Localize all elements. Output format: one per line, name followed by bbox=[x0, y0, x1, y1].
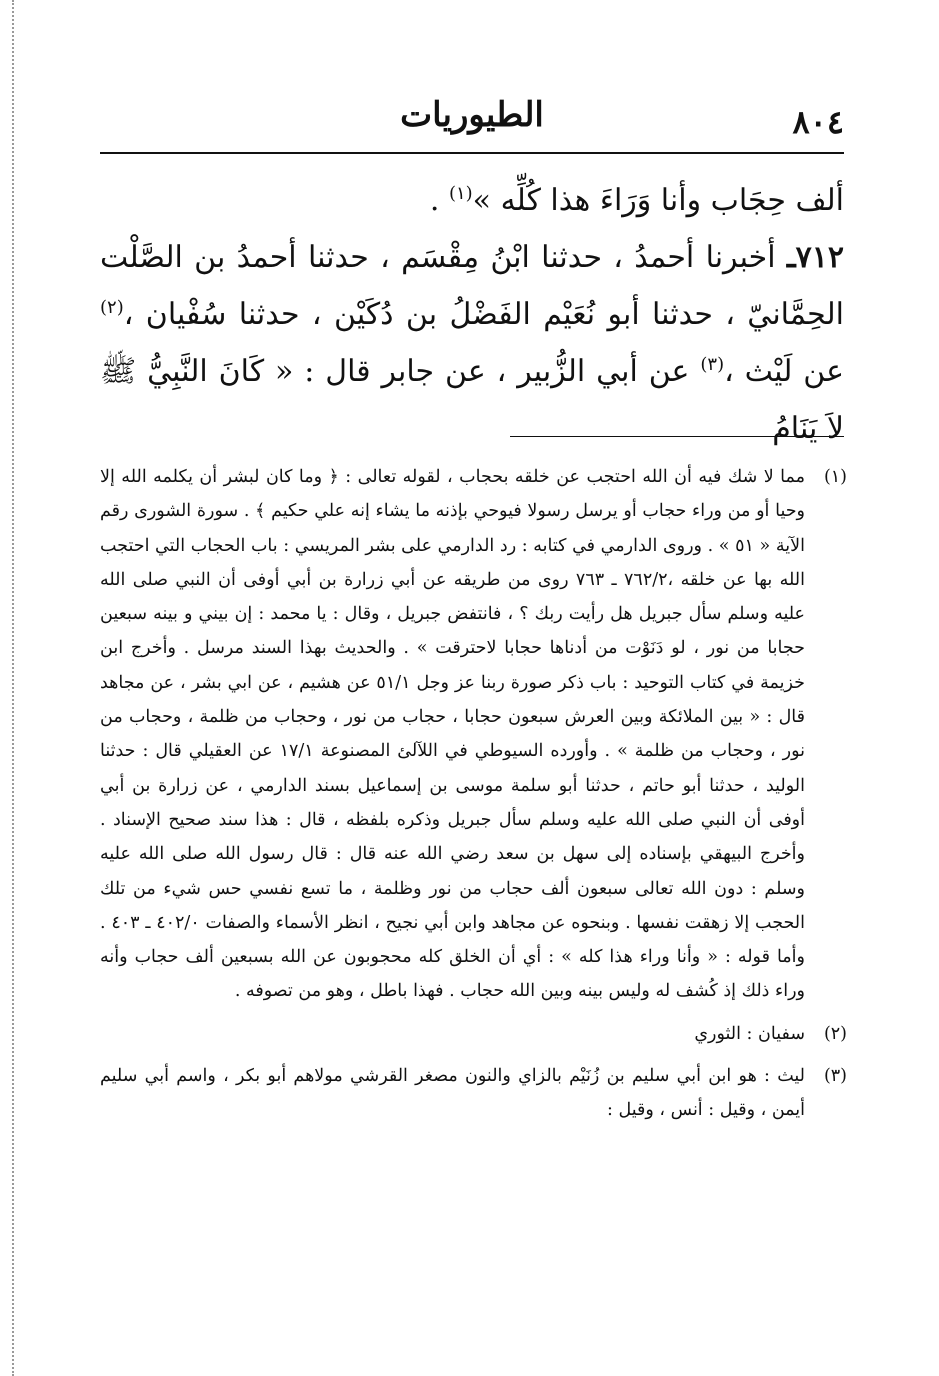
footnote-3 bbox=[100, 1059, 847, 1128]
footnote-text: مما لا شك فيه أن الله احتجب عن خلقه بحجاب ، لقوله تعالى : ﴿ وما كان لبشر أن يكلمه الله إلا وحيا أو من وراء حجاب أو يرسل رسولا فيوحي بإذنه ما يشاء إنه علي حكيم ﴾ . سورة الشورى رقم الآية « ٥١ » . وروى الدارمي في كتابه : رد الدارمي على بشر المريسي : باب الحجاب التي احتجب الله بها عن خلقه ،٧٦٢/٢ ـ ٧٦٣ روى من طريقه عن أبي زرارة بن أبي أوفى أن النبي صلى الله عليه وسلم سأل جبريل هل رأيت ربك ؟ ، فانتفض جبريل ، وقال : يا محمد : إن بيني و بينه سبعين حجابا من نور ، لو دَنَوْت من أدناها حجابا لاحترقت » . والحديث بهذا السند مرسل . وأخرج ابن خزيمة في كتاب التوحيد : باب ذكر صورة ربنا عز وجل ٥١/١ عن هشيم ، عن ابي بشر ، عن مجاهد قال : « بين الملائكة وبين العرش سبعون حجابا ، حجاب من نور ، وحجاب من ظلمة ، وحجاب من نور ، وحجاب من ظلمة » . وأورده السيوطي في اللآلئ المصنوعة ١٧/١ عن العقيلي قال : حدثنا الوليد ، حدثنا أبو حاتم ، حدثنا أبو سلمة موسى بن إسماعيل بسند الدارمي ، عن زرارة بن أبي أوفى أن النبي صلى الله عليه وسلم سأل جبريل وذكره بلفظه ، قال : هذا سند صحيح الإسناد . وأخرج البيهقي بإسناده إلى سهل بن سعد رضي الله عنه قال : قال رسول الله صلى الله عليه وسلم : دون الله تعالى سبعون ألف حجاب من نور وظلمة ، ما تسع نفسي حس شيء من تلك الحجب إلا زهقت نفسها . وبنحوه عن مجاهد وابن أبي نجيح ، انظر الأسماء والصفات ٤٠٢/٠ ـ ٤٠٣ . وأما قوله : « وأنا وراء هذا كله » : أي أن الخلق كله محجوبون عن الله بسبعين ألف حجاب وأنه وراء ذلك إذ كُشف له وليس بينه وبين الله حجاب . فهذا باطل ، وهو من تصوفه . bbox=[100, 467, 805, 1002]
page-header bbox=[100, 90, 844, 160]
footnote-ref-1: (١) bbox=[448, 183, 473, 204]
hadith-text-part3: عن أبي الزُّبير ، عن جابر قال : « كَانَ النَّبِيُّ ﷺ لاَ يَنَامُ bbox=[100, 354, 844, 446]
hadith-text-part1: أخبرنا أحمدُ ، حدثنا ابْنُ مِقْسَم ، حدثنا أحمدُ بن الصَّلْت الحِمَّانيّ ، حدثنا أبو نُعَيْم الفَضْلُ بن دُكَيْن ، حدثنا سُفْيان ، bbox=[100, 240, 844, 332]
scan-edge-dotted-line bbox=[12, 0, 14, 1376]
footnote-mark: (٣) bbox=[823, 1066, 847, 1087]
footnote-rule bbox=[510, 436, 844, 437]
footnote-2 bbox=[100, 1017, 847, 1051]
running-head: الطيوريات bbox=[400, 95, 544, 135]
main-text bbox=[100, 172, 844, 457]
hadith-text-part2: عن لَيْث ، bbox=[724, 354, 844, 389]
hadith-number: ٧١٢ـ bbox=[786, 240, 844, 275]
header-rule bbox=[100, 152, 844, 154]
footnote-ref-3: (٣) bbox=[700, 354, 725, 375]
continuation-line bbox=[100, 172, 844, 229]
footnote-text: ليث : هو ابن أبي سليم بن زُنَيْم بالزاي والنون مصغر القرشي مولاهم أبو بكر ، واسم أبي سليم أيمن ، وقيل : أنس ، وقيل : bbox=[100, 1066, 805, 1121]
footnotes bbox=[100, 460, 847, 1128]
hadith-paragraph bbox=[100, 229, 844, 457]
footnote-ref-2: (٢) bbox=[100, 297, 124, 318]
footnote-mark: (٢) bbox=[823, 1023, 847, 1044]
footnote-1 bbox=[100, 460, 847, 1009]
footnote-mark: (١) bbox=[823, 467, 847, 487]
continuation-text: ألف حِجَاب وأنا وَرَاءَ هذا كُلِّه » bbox=[472, 183, 844, 218]
continuation-end: . bbox=[429, 183, 449, 218]
page-number: ٨٠٤ bbox=[792, 103, 844, 141]
footnote-text: سفيان : الثوري bbox=[694, 1023, 805, 1044]
